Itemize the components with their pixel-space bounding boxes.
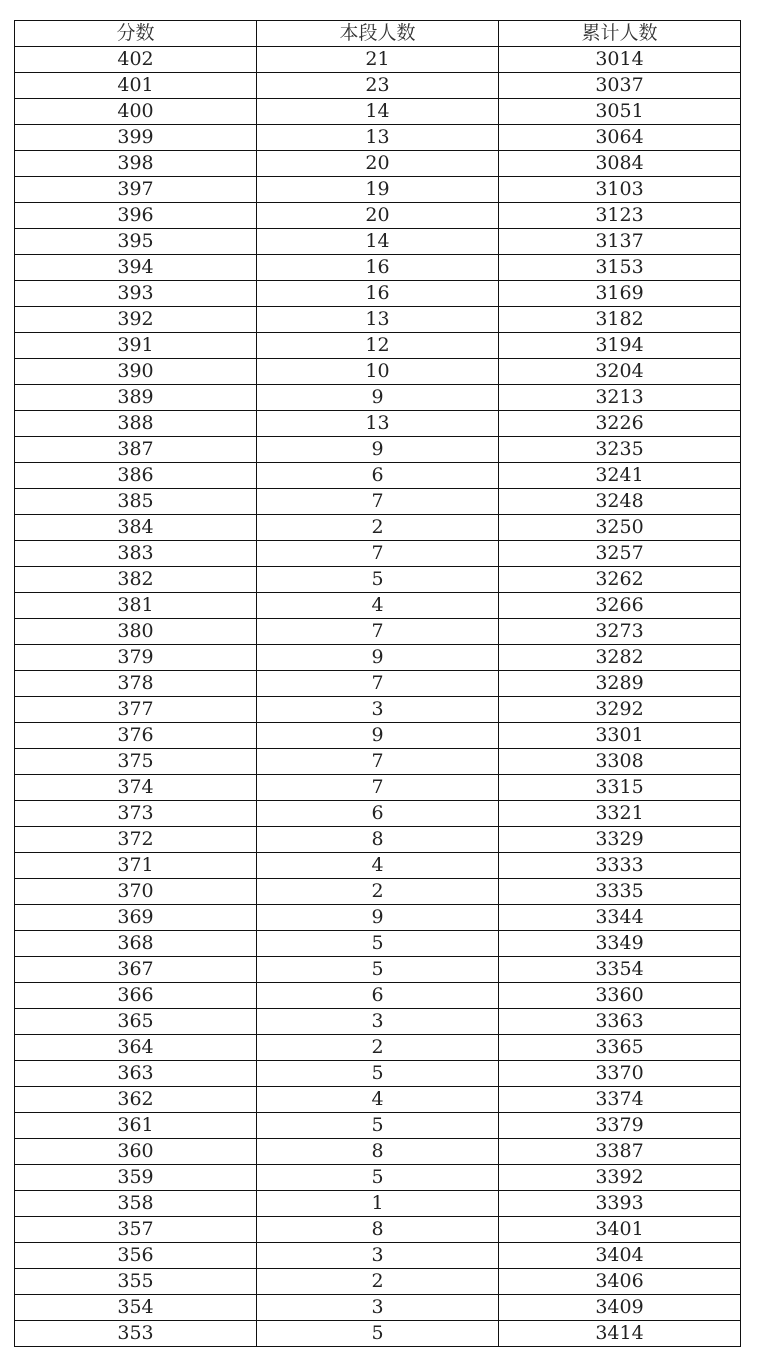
score-cell: 383 — [15, 541, 257, 567]
segment-count-cell: 8 — [257, 1217, 499, 1243]
table-row — [15, 671, 741, 697]
header-cumulative-count: 累计人数 — [499, 21, 741, 47]
table-row — [15, 125, 741, 151]
segment-count-cell: 5 — [257, 1113, 499, 1139]
score-cell: 388 — [15, 411, 257, 437]
segment-count-cell: 9 — [257, 723, 499, 749]
score-cell: 380 — [15, 619, 257, 645]
cumulative-count-cell: 3292 — [499, 697, 741, 723]
cumulative-count-cell: 3257 — [499, 541, 741, 567]
segment-count-cell: 8 — [257, 827, 499, 853]
score-cell: 356 — [15, 1243, 257, 1269]
cumulative-count-cell: 3363 — [499, 1009, 741, 1035]
table-row — [15, 1295, 741, 1321]
segment-count-cell: 2 — [257, 1269, 499, 1295]
segment-count-cell: 3 — [257, 697, 499, 723]
cumulative-count-cell: 3387 — [499, 1139, 741, 1165]
score-cell: 355 — [15, 1269, 257, 1295]
cumulative-count-cell: 3262 — [499, 567, 741, 593]
score-cell: 372 — [15, 827, 257, 853]
segment-count-cell: 20 — [257, 203, 499, 229]
segment-count-cell: 20 — [257, 151, 499, 177]
cumulative-count-cell: 3329 — [499, 827, 741, 853]
score-cell: 385 — [15, 489, 257, 515]
score-cell: 381 — [15, 593, 257, 619]
table-row — [15, 47, 741, 73]
table-row — [15, 1321, 741, 1347]
score-cell: 361 — [15, 1113, 257, 1139]
cumulative-count-cell: 3374 — [499, 1087, 741, 1113]
segment-count-cell: 12 — [257, 333, 499, 359]
segment-count-cell: 13 — [257, 125, 499, 151]
table-row — [15, 515, 741, 541]
cumulative-count-cell: 3404 — [499, 1243, 741, 1269]
score-cell: 378 — [15, 671, 257, 697]
score-cell: 392 — [15, 307, 257, 333]
segment-count-cell: 3 — [257, 1295, 499, 1321]
table-row — [15, 749, 741, 775]
segment-count-cell: 4 — [257, 853, 499, 879]
table-row — [15, 619, 741, 645]
score-cell: 359 — [15, 1165, 257, 1191]
table-row — [15, 1035, 741, 1061]
cumulative-count-cell: 3409 — [499, 1295, 741, 1321]
cumulative-count-cell: 3308 — [499, 749, 741, 775]
table-row — [15, 1165, 741, 1191]
table-row — [15, 1269, 741, 1295]
cumulative-count-cell: 3349 — [499, 931, 741, 957]
score-cell: 379 — [15, 645, 257, 671]
score-cell: 369 — [15, 905, 257, 931]
cumulative-count-cell: 3235 — [499, 437, 741, 463]
table-row — [15, 801, 741, 827]
cumulative-count-cell: 3392 — [499, 1165, 741, 1191]
cumulative-count-cell: 3250 — [499, 515, 741, 541]
cumulative-count-cell: 3379 — [499, 1113, 741, 1139]
score-cell: 362 — [15, 1087, 257, 1113]
table-row — [15, 203, 741, 229]
table-row — [15, 1009, 741, 1035]
score-cell: 360 — [15, 1139, 257, 1165]
table-row — [15, 151, 741, 177]
segment-count-cell: 23 — [257, 73, 499, 99]
segment-count-cell: 6 — [257, 801, 499, 827]
segment-count-cell: 13 — [257, 307, 499, 333]
table-row — [15, 775, 741, 801]
cumulative-count-cell: 3037 — [499, 73, 741, 99]
segment-count-cell: 4 — [257, 593, 499, 619]
table-row — [15, 541, 741, 567]
cumulative-count-cell: 3321 — [499, 801, 741, 827]
header-score: 分数 — [15, 21, 257, 47]
table-row — [15, 281, 741, 307]
cumulative-count-cell: 3344 — [499, 905, 741, 931]
segment-count-cell: 5 — [257, 1165, 499, 1191]
score-cell: 365 — [15, 1009, 257, 1035]
table-row — [15, 593, 741, 619]
segment-count-cell: 21 — [257, 47, 499, 73]
table-row — [15, 697, 741, 723]
table-row — [15, 385, 741, 411]
table-body — [15, 47, 741, 1347]
score-cell: 377 — [15, 697, 257, 723]
segment-count-cell: 9 — [257, 385, 499, 411]
score-cell: 400 — [15, 99, 257, 125]
score-distribution-table — [14, 20, 741, 1347]
segment-count-cell: 2 — [257, 515, 499, 541]
table-row — [15, 567, 741, 593]
segment-count-cell: 6 — [257, 983, 499, 1009]
score-cell: 368 — [15, 931, 257, 957]
segment-count-cell: 7 — [257, 749, 499, 775]
score-cell: 358 — [15, 1191, 257, 1217]
cumulative-count-cell: 3289 — [499, 671, 741, 697]
score-cell: 354 — [15, 1295, 257, 1321]
cumulative-count-cell: 3401 — [499, 1217, 741, 1243]
score-cell: 373 — [15, 801, 257, 827]
score-cell: 402 — [15, 47, 257, 73]
score-cell: 396 — [15, 203, 257, 229]
segment-count-cell: 7 — [257, 775, 499, 801]
score-cell: 367 — [15, 957, 257, 983]
score-cell: 382 — [15, 567, 257, 593]
segment-count-cell: 13 — [257, 411, 499, 437]
score-cell: 395 — [15, 229, 257, 255]
table-row — [15, 359, 741, 385]
segment-count-cell: 3 — [257, 1243, 499, 1269]
cumulative-count-cell: 3153 — [499, 255, 741, 281]
cumulative-count-cell: 3301 — [499, 723, 741, 749]
segment-count-cell: 10 — [257, 359, 499, 385]
table-row — [15, 437, 741, 463]
score-cell: 387 — [15, 437, 257, 463]
score-cell: 366 — [15, 983, 257, 1009]
table-row — [15, 99, 741, 125]
segment-count-cell: 7 — [257, 541, 499, 567]
segment-count-cell: 7 — [257, 619, 499, 645]
table-row — [15, 229, 741, 255]
table-row — [15, 1113, 741, 1139]
table-row — [15, 957, 741, 983]
cumulative-count-cell: 3051 — [499, 99, 741, 125]
cumulative-count-cell: 3370 — [499, 1061, 741, 1087]
segment-count-cell: 2 — [257, 879, 499, 905]
table-row — [15, 333, 741, 359]
cumulative-count-cell: 3266 — [499, 593, 741, 619]
segment-count-cell: 16 — [257, 281, 499, 307]
segment-count-cell: 5 — [257, 567, 499, 593]
segment-count-cell: 9 — [257, 645, 499, 671]
table-row — [15, 723, 741, 749]
score-cell: 386 — [15, 463, 257, 489]
table-row — [15, 1087, 741, 1113]
cumulative-count-cell: 3282 — [499, 645, 741, 671]
cumulative-count-cell: 3064 — [499, 125, 741, 151]
segment-count-cell: 1 — [257, 1191, 499, 1217]
score-cell: 357 — [15, 1217, 257, 1243]
cumulative-count-cell: 3354 — [499, 957, 741, 983]
table-header-row — [15, 21, 741, 47]
table-row — [15, 1061, 741, 1087]
cumulative-count-cell: 3084 — [499, 151, 741, 177]
table-row — [15, 489, 741, 515]
segment-count-cell: 4 — [257, 1087, 499, 1113]
cumulative-count-cell: 3248 — [499, 489, 741, 515]
score-cell: 401 — [15, 73, 257, 99]
table-row — [15, 307, 741, 333]
table-row — [15, 177, 741, 203]
score-cell: 399 — [15, 125, 257, 151]
segment-count-cell: 9 — [257, 905, 499, 931]
score-cell: 398 — [15, 151, 257, 177]
table-row — [15, 853, 741, 879]
table-row — [15, 645, 741, 671]
table-row — [15, 73, 741, 99]
segment-count-cell: 8 — [257, 1139, 499, 1165]
cumulative-count-cell: 3213 — [499, 385, 741, 411]
segment-count-cell: 5 — [257, 957, 499, 983]
segment-count-cell: 7 — [257, 489, 499, 515]
cumulative-count-cell: 3137 — [499, 229, 741, 255]
segment-count-cell: 9 — [257, 437, 499, 463]
cumulative-count-cell: 3194 — [499, 333, 741, 359]
score-cell: 353 — [15, 1321, 257, 1347]
table-row — [15, 1191, 741, 1217]
segment-count-cell: 5 — [257, 931, 499, 957]
segment-count-cell: 16 — [257, 255, 499, 281]
cumulative-count-cell: 3273 — [499, 619, 741, 645]
score-distribution-sheet — [14, 20, 740, 1347]
cumulative-count-cell: 3333 — [499, 853, 741, 879]
segment-count-cell: 5 — [257, 1061, 499, 1087]
table-row — [15, 905, 741, 931]
segment-count-cell: 3 — [257, 1009, 499, 1035]
score-cell: 391 — [15, 333, 257, 359]
cumulative-count-cell: 3014 — [499, 47, 741, 73]
cumulative-count-cell: 3406 — [499, 1269, 741, 1295]
table-row — [15, 1243, 741, 1269]
score-cell: 375 — [15, 749, 257, 775]
table-row — [15, 463, 741, 489]
segment-count-cell: 7 — [257, 671, 499, 697]
cumulative-count-cell: 3241 — [499, 463, 741, 489]
segment-count-cell: 5 — [257, 1321, 499, 1347]
table-row — [15, 1217, 741, 1243]
cumulative-count-cell: 3360 — [499, 983, 741, 1009]
cumulative-count-cell: 3182 — [499, 307, 741, 333]
score-cell: 371 — [15, 853, 257, 879]
table-row — [15, 931, 741, 957]
table-row — [15, 827, 741, 853]
segment-count-cell: 14 — [257, 99, 499, 125]
segment-count-cell: 19 — [257, 177, 499, 203]
cumulative-count-cell: 3123 — [499, 203, 741, 229]
score-cell: 390 — [15, 359, 257, 385]
cumulative-count-cell: 3204 — [499, 359, 741, 385]
table-row — [15, 1139, 741, 1165]
cumulative-count-cell: 3103 — [499, 177, 741, 203]
cumulative-count-cell: 3335 — [499, 879, 741, 905]
score-cell: 374 — [15, 775, 257, 801]
table-row — [15, 983, 741, 1009]
score-cell: 370 — [15, 879, 257, 905]
score-cell: 384 — [15, 515, 257, 541]
cumulative-count-cell: 3414 — [499, 1321, 741, 1347]
segment-count-cell: 14 — [257, 229, 499, 255]
score-cell: 364 — [15, 1035, 257, 1061]
score-cell: 376 — [15, 723, 257, 749]
table-row — [15, 879, 741, 905]
table-row — [15, 255, 741, 281]
cumulative-count-cell: 3365 — [499, 1035, 741, 1061]
segment-count-cell: 2 — [257, 1035, 499, 1061]
score-cell: 393 — [15, 281, 257, 307]
cumulative-count-cell: 3393 — [499, 1191, 741, 1217]
cumulative-count-cell: 3226 — [499, 411, 741, 437]
score-cell: 394 — [15, 255, 257, 281]
header-segment-count: 本段人数 — [257, 21, 499, 47]
table-row — [15, 411, 741, 437]
cumulative-count-cell: 3169 — [499, 281, 741, 307]
cumulative-count-cell: 3315 — [499, 775, 741, 801]
segment-count-cell: 6 — [257, 463, 499, 489]
score-cell: 363 — [15, 1061, 257, 1087]
score-cell: 389 — [15, 385, 257, 411]
score-cell: 397 — [15, 177, 257, 203]
